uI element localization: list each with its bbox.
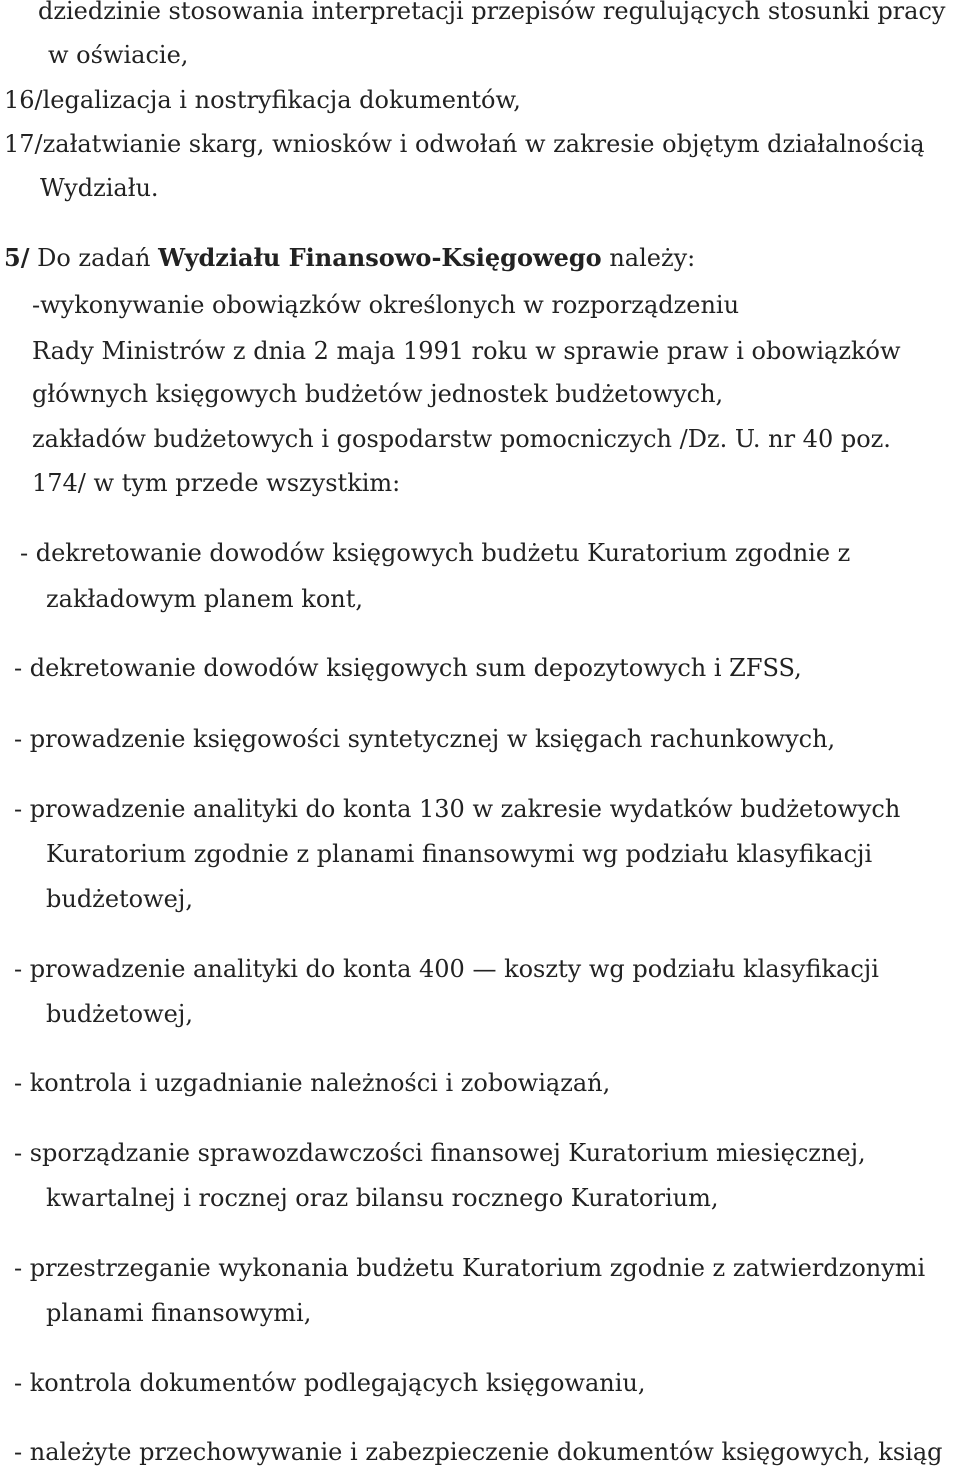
list-item-15-line-1: dziedzinie stosowania interpretacji przepisów regulujących stosunki pracy xyxy=(38,0,946,25)
list-item-15-line-2: w oświacie, xyxy=(48,41,189,69)
task-8-line-2: planami finansowymi, xyxy=(46,1299,312,1327)
task-10-line-1: - należyte przechowywanie i zabezpieczenie dokumentów księgowych, ksiąg xyxy=(14,1438,943,1466)
task-4-line-2: Kuratorium zgodnie z planami finansowymi wg podziału klasyfikacji xyxy=(46,840,873,868)
task-5-line-1: - prowadzenie analityki do konta 400 — koszty wg podziału klasyfikacji xyxy=(14,955,879,983)
task-6: - kontrola i uzgadnianie należności i zobowiązań, xyxy=(14,1069,611,1097)
department-name: Wydziału Finansowo-Księgowego xyxy=(158,243,602,272)
task-3: - prowadzenie księgowości syntetycznej w księgach rachunkowych, xyxy=(14,725,836,753)
section-intro-line-1: -wykonywanie obowiązków określonych w rozporządzeniu xyxy=(32,291,740,319)
section-intro-line-4: zakładów budżetowych i gospodarstw pomocniczych /Dz. U. nr 40 poz. xyxy=(32,425,891,453)
section-5-heading xyxy=(4,243,695,273)
task-2: - dekretowanie dowodów księgowych sum depozytowych i ZFSS, xyxy=(14,654,802,682)
section-intro-line-5: 174/ w tym przede wszystkim: xyxy=(32,469,401,497)
list-item-16: 16/legalizacja i nostryfikacja dokumentów, xyxy=(4,86,521,114)
task-9: - kontrola dokumentów podlegających księgowaniu, xyxy=(14,1369,646,1397)
task-1-line-2: zakładowym planem kont, xyxy=(46,585,364,613)
task-1-line-1: - dekretowanie dowodów księgowych budżetu Kuratorium zgodnie z xyxy=(20,539,851,567)
section-intro-line-2: Rady Ministrów z dnia 2 maja 1991 roku w sprawie praw i obowiązków xyxy=(32,337,901,365)
task-5-line-2: budżetowej, xyxy=(46,1000,193,1028)
task-7-line-2: kwartalnej i rocznej oraz bilansu rocznego Kuratorium, xyxy=(46,1184,719,1212)
section-number: 5/ xyxy=(4,243,30,272)
section-tail: należy: xyxy=(609,244,696,272)
list-item-17-line-2: Wydziału. xyxy=(40,174,159,202)
task-8-line-1: - przestrzeganie wykonania budżetu Kuratorium zgodnie z zatwierdzonymi xyxy=(14,1254,926,1282)
task-7-line-1: - sporządzanie sprawozdawczości finansowej Kuratorium miesięcznej, xyxy=(14,1139,866,1167)
section-lead: Do zadań xyxy=(37,244,151,272)
task-4-line-1: - prowadzenie analityki do konta 130 w zakresie wydatków budżetowych xyxy=(14,795,901,823)
section-intro-line-3: głównych księgowych budżetów jednostek budżetowych, xyxy=(32,380,724,408)
list-item-17-line-1: 17/załatwianie skarg, wniosków i odwołań w zakresie objętym działalnością xyxy=(4,130,925,158)
task-4-line-3: budżetowej, xyxy=(46,885,193,913)
